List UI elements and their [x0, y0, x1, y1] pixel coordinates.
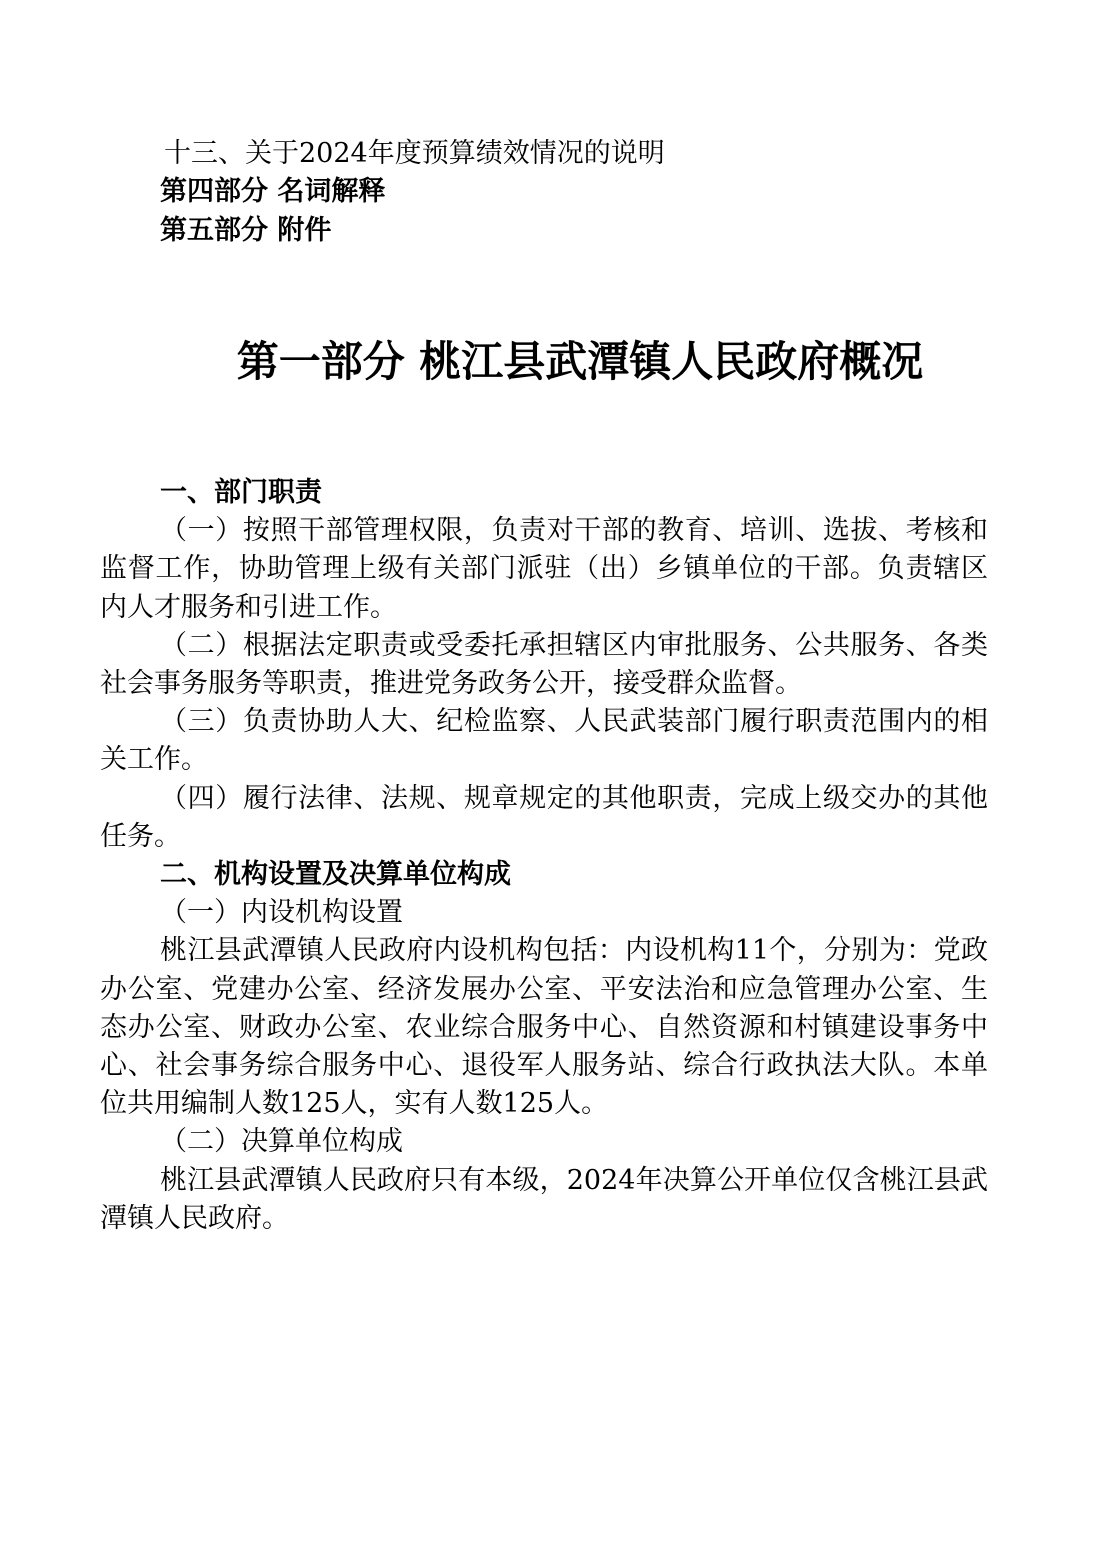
section-2-sub-2-text: 桃江县武潭镇人民政府只有本级，2024年决算公开单位仅含桃江县武潭镇人民政府。	[100, 1164, 988, 1234]
section-1-heading: 一、部门职责	[160, 477, 322, 508]
part-one-title: 第一部分 桃江县武潭镇人民政府概况	[236, 337, 924, 386]
section-1-paragraph-3: （三）负责协助人大、纪检监察、人民武装部门履行职责范围内的相关工作。	[100, 706, 988, 776]
section-1-paragraph-1: （一）按照干部管理权限，负责对干部的教育、培训、选拔、考核和监督工作，协助管理上级有关部门派驻（出）乡镇单位的干部。负责辖区内人才服务和引进工作。	[100, 515, 988, 623]
section-2-sub-1-text: 桃江县武潭镇人民政府内设机构包括：内设机构11个，分别为：党政办公室、党建办公室、经济发展办公室、平安法治和应急管理办公室、生态办公室、财政办公室、农业综合服务中心、自然资源和村镇建设事务中心、社会事务综合服务中心、退役军人服务站、综合行政执法大队。本单位共用编制人数125人，实有人数125人。	[100, 935, 988, 1120]
section-2-sub-2-title: （二）决算单位构成	[160, 1126, 403, 1158]
toc-part-4: 第四部分 名词解释	[160, 176, 386, 207]
section-1-paragraph-2: （二）根据法定职责或受委托承担辖区内审批服务、公共服务、各类社会事务服务等职责，推进党务政务公开，接受群众监督。	[100, 629, 988, 700]
body-text	[100, 474, 988, 1238]
section-2-sub-1-title: （一）内设机构设置	[160, 897, 403, 929]
section-1-paragraph-4: （四）履行法律、法规、规章规定的其他职责，完成上级交办的其他任务。	[100, 782, 988, 852]
section-2-heading: 二、机构设置及决算单位构成	[160, 859, 511, 891]
toc-item-13: 十三、关于2024年度预算绩效情况的说明	[164, 138, 665, 169]
toc-part-5: 第五部分 附件	[160, 215, 332, 246]
